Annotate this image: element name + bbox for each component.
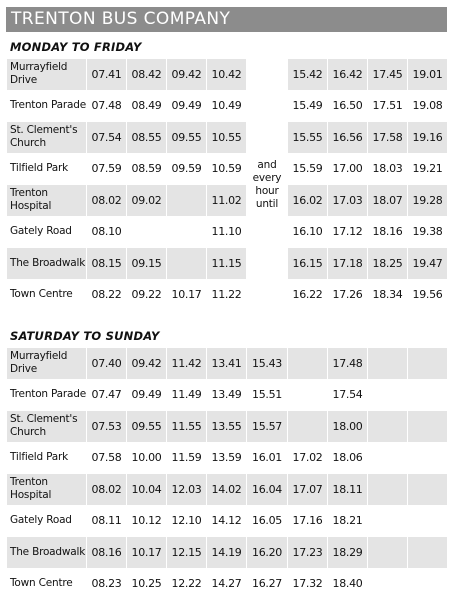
time-cell: 17.32 xyxy=(288,568,328,600)
time-cell: 07.48 xyxy=(87,90,127,122)
time-cell: 08.23 xyxy=(87,568,127,600)
time-cell: 09.02 xyxy=(127,185,167,217)
time-cell: 16.15 xyxy=(288,248,328,280)
time-cell: 19.28 xyxy=(408,185,448,217)
time-cell: 14.02 xyxy=(207,474,247,506)
table-row xyxy=(7,248,448,280)
time-cell: 18.34 xyxy=(368,279,408,311)
stop-name: Trenton Hospital xyxy=(7,474,87,506)
time-cell: 17.51 xyxy=(368,90,408,122)
time-cell: 19.56 xyxy=(408,279,448,311)
time-cell: 07.59 xyxy=(87,153,127,185)
time-cell: 17.03 xyxy=(328,185,368,217)
time-cell: 10.25 xyxy=(127,568,167,600)
time-cell: 08.49 xyxy=(127,90,167,122)
time-cell: 13.55 xyxy=(207,411,247,443)
time-cell: 10.17 xyxy=(127,537,167,569)
time-cell xyxy=(288,379,328,411)
table-row xyxy=(7,505,448,537)
time-cell: 17.23 xyxy=(288,537,328,569)
time-cell: 19.08 xyxy=(408,90,448,122)
time-cell: 07.53 xyxy=(87,411,127,443)
time-cell: 18.00 xyxy=(328,411,368,443)
time-cell: 16.27 xyxy=(247,568,288,600)
time-cell: 11.59 xyxy=(167,442,207,474)
time-cell: 11.10 xyxy=(207,216,247,248)
time-cell: 11.22 xyxy=(207,279,247,311)
time-cell: 08.16 xyxy=(87,537,127,569)
time-cell xyxy=(167,185,207,217)
time-cell: 18.03 xyxy=(368,153,408,185)
table-row xyxy=(7,568,448,600)
time-cell: 16.22 xyxy=(288,279,328,311)
time-cell: 08.10 xyxy=(87,216,127,248)
stop-name: Tilfield Park xyxy=(7,153,87,185)
time-cell xyxy=(408,442,448,474)
time-cell: 07.40 xyxy=(87,348,127,380)
time-cell: 18.11 xyxy=(328,474,368,506)
time-cell: 09.59 xyxy=(167,153,207,185)
time-cell xyxy=(408,348,448,380)
time-cell: 18.29 xyxy=(328,537,368,569)
time-cell: 17.48 xyxy=(328,348,368,380)
time-cell: 16.50 xyxy=(328,90,368,122)
time-cell: 10.00 xyxy=(127,442,167,474)
stop-name: Town Centre xyxy=(7,279,87,311)
time-cell: 08.02 xyxy=(87,474,127,506)
time-cell: 10.59 xyxy=(207,153,247,185)
time-cell: 17.12 xyxy=(328,216,368,248)
time-cell: 15.57 xyxy=(247,411,288,443)
weekend-timetable xyxy=(6,347,448,600)
table-row xyxy=(7,411,448,443)
time-cell: 15.51 xyxy=(247,379,288,411)
time-cell: 19.38 xyxy=(408,216,448,248)
weekend-heading: SATURDAY TO SUNDAY xyxy=(10,329,160,343)
time-cell: 12.22 xyxy=(167,568,207,600)
stop-name: Town Centre xyxy=(7,568,87,600)
time-cell: 13.41 xyxy=(207,348,247,380)
table-row xyxy=(7,348,448,380)
time-cell xyxy=(408,411,448,443)
time-cell: 17.45 xyxy=(368,59,408,91)
time-cell: 14.12 xyxy=(207,505,247,537)
stop-name: St. Clement's Church xyxy=(7,411,87,443)
page-title: TRENTON BUS COMPANY xyxy=(6,7,447,32)
time-cell: 08.55 xyxy=(127,122,167,154)
time-cell: 12.03 xyxy=(167,474,207,506)
time-cell: 12.15 xyxy=(167,537,207,569)
time-cell: 09.49 xyxy=(127,379,167,411)
time-cell: 10.42 xyxy=(207,59,247,91)
time-cell: 16.01 xyxy=(247,442,288,474)
table-row xyxy=(7,216,448,248)
time-cell xyxy=(408,568,448,600)
table-row xyxy=(7,153,448,185)
stop-name: Trenton Parade xyxy=(7,90,87,122)
time-cell: 09.42 xyxy=(127,348,167,380)
table-row xyxy=(7,537,448,569)
time-cell: 18.40 xyxy=(328,568,368,600)
weekday-heading: MONDAY TO FRIDAY xyxy=(10,40,142,54)
time-cell: 09.55 xyxy=(127,411,167,443)
stop-name: Murrayfield Drive xyxy=(7,348,87,380)
time-cell xyxy=(368,505,408,537)
frequency-note: and every hour until xyxy=(247,59,288,311)
time-cell: 09.49 xyxy=(167,90,207,122)
weekday-timetable xyxy=(6,58,448,311)
time-cell xyxy=(408,474,448,506)
time-cell: 08.22 xyxy=(87,279,127,311)
time-cell: 14.19 xyxy=(207,537,247,569)
time-cell xyxy=(167,248,207,280)
time-cell: 10.49 xyxy=(207,90,247,122)
time-cell xyxy=(288,348,328,380)
time-cell: 19.16 xyxy=(408,122,448,154)
table-row xyxy=(7,59,448,91)
table-row xyxy=(7,474,448,506)
time-cell: 08.15 xyxy=(87,248,127,280)
time-cell: 13.59 xyxy=(207,442,247,474)
time-cell xyxy=(368,442,408,474)
time-cell: 08.42 xyxy=(127,59,167,91)
time-cell: 15.43 xyxy=(247,348,288,380)
time-cell: 10.55 xyxy=(207,122,247,154)
table-row xyxy=(7,379,448,411)
time-cell: 16.42 xyxy=(328,59,368,91)
time-cell: 08.02 xyxy=(87,185,127,217)
time-cell: 17.58 xyxy=(368,122,408,154)
stop-name: St. Clement's Church xyxy=(7,122,87,154)
time-cell xyxy=(368,537,408,569)
time-cell: 08.11 xyxy=(87,505,127,537)
time-cell xyxy=(368,568,408,600)
time-cell: 19.47 xyxy=(408,248,448,280)
stop-name: The Broadwalk xyxy=(7,248,87,280)
stop-name: Murrayfield Drive xyxy=(7,59,87,91)
time-cell: 08.59 xyxy=(127,153,167,185)
time-cell: 17.00 xyxy=(328,153,368,185)
stop-name: Gately Road xyxy=(7,505,87,537)
stop-name: Tilfield Park xyxy=(7,442,87,474)
time-cell: 17.02 xyxy=(288,442,328,474)
table-row xyxy=(7,90,448,122)
time-cell xyxy=(368,379,408,411)
time-cell: 10.17 xyxy=(167,279,207,311)
time-cell: 09.55 xyxy=(167,122,207,154)
time-cell xyxy=(288,411,328,443)
time-cell xyxy=(368,474,408,506)
time-cell xyxy=(408,505,448,537)
time-cell: 07.47 xyxy=(87,379,127,411)
time-cell xyxy=(167,216,207,248)
time-cell: 17.26 xyxy=(328,279,368,311)
time-cell: 16.05 xyxy=(247,505,288,537)
time-cell: 16.02 xyxy=(288,185,328,217)
time-cell: 15.55 xyxy=(288,122,328,154)
time-cell: 14.27 xyxy=(207,568,247,600)
time-cell: 15.42 xyxy=(288,59,328,91)
time-cell: 16.10 xyxy=(288,216,328,248)
table-row xyxy=(7,442,448,474)
time-cell: 17.07 xyxy=(288,474,328,506)
time-cell: 17.18 xyxy=(328,248,368,280)
time-cell: 17.16 xyxy=(288,505,328,537)
time-cell: 07.58 xyxy=(87,442,127,474)
time-cell: 10.12 xyxy=(127,505,167,537)
time-cell: 19.21 xyxy=(408,153,448,185)
time-cell: 18.16 xyxy=(368,216,408,248)
time-cell: 16.04 xyxy=(247,474,288,506)
table-row xyxy=(7,122,448,154)
time-cell: 07.54 xyxy=(87,122,127,154)
time-cell: 16.20 xyxy=(247,537,288,569)
time-cell xyxy=(368,411,408,443)
time-cell: 18.07 xyxy=(368,185,408,217)
time-cell: 10.04 xyxy=(127,474,167,506)
time-cell xyxy=(408,537,448,569)
time-cell: 09.15 xyxy=(127,248,167,280)
time-cell: 11.55 xyxy=(167,411,207,443)
time-cell: 11.02 xyxy=(207,185,247,217)
time-cell: 18.25 xyxy=(368,248,408,280)
time-cell: 15.49 xyxy=(288,90,328,122)
time-cell: 11.42 xyxy=(167,348,207,380)
table-row xyxy=(7,279,448,311)
table-row xyxy=(7,185,448,217)
stop-name: Gately Road xyxy=(7,216,87,248)
time-cell: 19.01 xyxy=(408,59,448,91)
time-cell: 18.06 xyxy=(328,442,368,474)
stop-name: The Broadwalk xyxy=(7,537,87,569)
time-cell: 11.49 xyxy=(167,379,207,411)
time-cell: 17.54 xyxy=(328,379,368,411)
time-cell xyxy=(368,348,408,380)
time-cell: 15.59 xyxy=(288,153,328,185)
stop-name: Trenton Parade xyxy=(7,379,87,411)
time-cell: 11.15 xyxy=(207,248,247,280)
time-cell: 09.42 xyxy=(167,59,207,91)
time-cell: 13.49 xyxy=(207,379,247,411)
time-cell: 12.10 xyxy=(167,505,207,537)
time-cell: 07.41 xyxy=(87,59,127,91)
time-cell xyxy=(408,379,448,411)
stop-name: Trenton Hospital xyxy=(7,185,87,217)
time-cell xyxy=(127,216,167,248)
time-cell: 16.56 xyxy=(328,122,368,154)
time-cell: 18.21 xyxy=(328,505,368,537)
time-cell: 09.22 xyxy=(127,279,167,311)
